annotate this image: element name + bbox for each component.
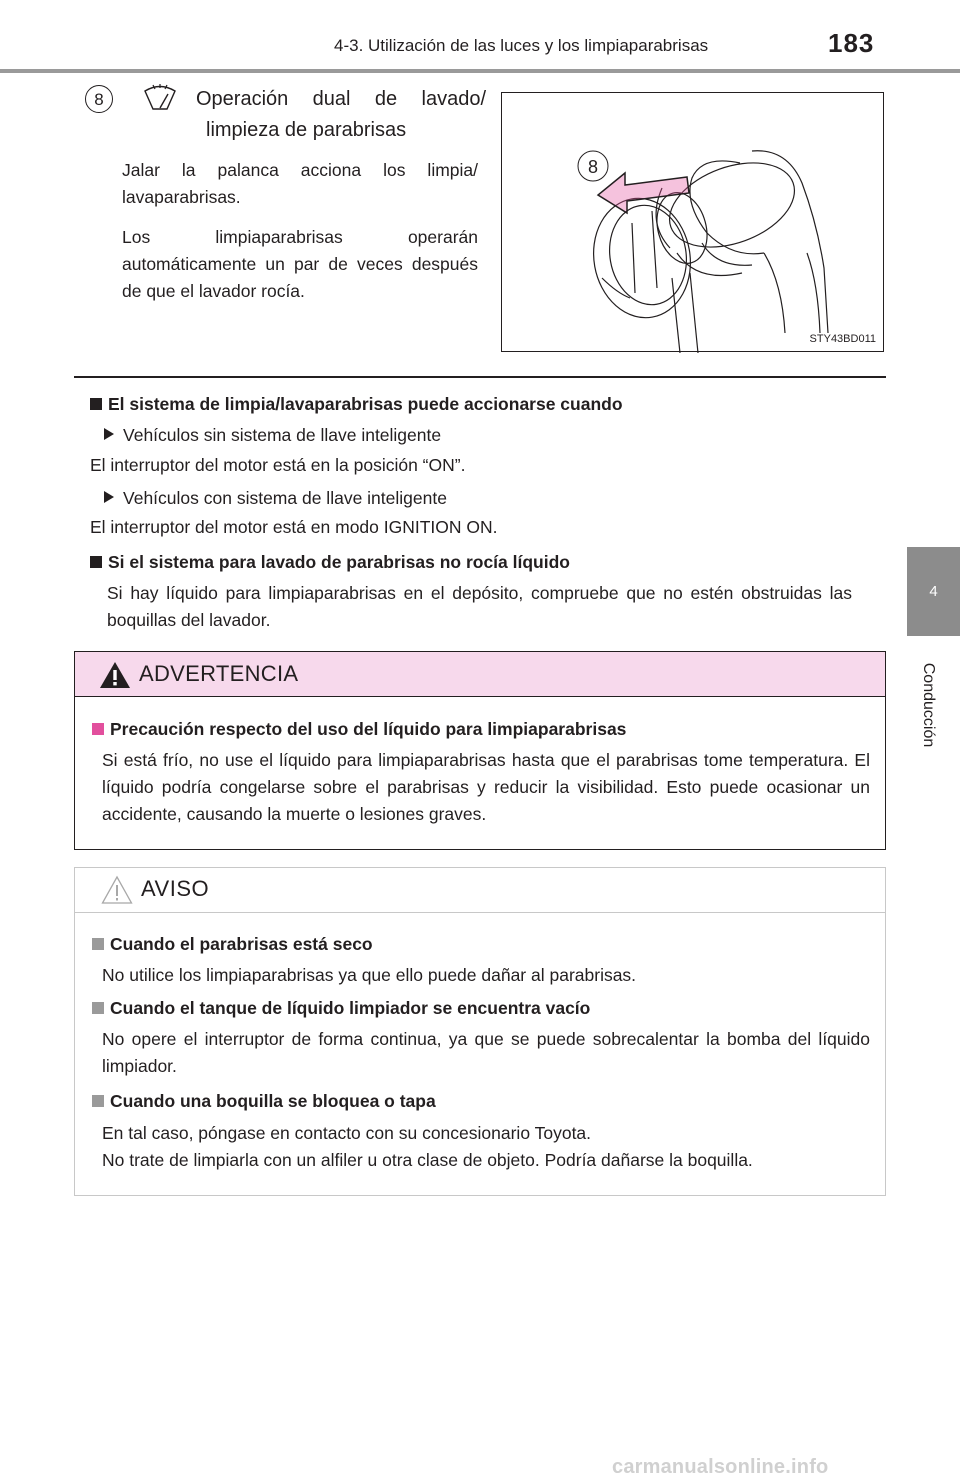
notice-text-1: No utilice los limpiaparabrisas ya que ello puede dañar al parabrisas. [102, 965, 637, 985]
notice-text-3 [102, 1120, 870, 1174]
wiper-lever-illustration [501, 92, 884, 352]
page-number: 183 [828, 28, 875, 58]
notice-text-3a: En tal caso, póngase en contacto con su concesionario Toyota. [102, 1123, 592, 1143]
square-bullet-icon [92, 1002, 104, 1014]
washer-heading: Si el sistema para lavado de parabrisas no rocía líquido [90, 552, 570, 573]
triangle-bullet-icon [104, 491, 114, 503]
notice-heading-1: Cuando el parabrisas está seco [92, 934, 373, 955]
notice-box [74, 867, 886, 1196]
operation-heading: El sistema de limpia/lavaparabrisas puede accionarse cuando [90, 394, 623, 415]
warning-text: Si está frío, no use el líquido para limpiaparabrisas hasta que el parabrisas tome temperatura. El líquido podría congelarse sobre el parabrisas y reducir la visibilidad. Esto puede ocasionar un accidente, causando la muerte o lesiones graves. [102, 750, 870, 824]
lever-drawing [502, 93, 885, 353]
square-bullet-icon [90, 556, 102, 568]
warning-header [75, 652, 885, 697]
condition-text-1: El interruptor del motor está en la posición “ON”. [90, 455, 466, 475]
triangle-bullet-icon [104, 428, 114, 440]
notice-heading-3: Cuando una boquilla se bloquea o tapa [92, 1091, 436, 1112]
feature-title-line1: Operación dual de lavado/ [196, 88, 486, 110]
chapter-label [908, 650, 948, 760]
washer-text: Si hay líquido para limpiaparabrisas en el depósito, compruebe que no estén obstruidas las boquillas del lavador. [107, 583, 852, 630]
warning-triangle-icon [99, 661, 131, 689]
feature-paragraph-2: Los limpiaparabrisas operarán automáticamente un par de veces después de que el lavador rocía. [122, 227, 478, 301]
feature-title-line2: limpieza de parabrisas [206, 119, 407, 141]
item-number-badge [84, 84, 114, 114]
notice-text-2: No opere el interruptor de forma continua, ya que se puede sobrecalentar la bomba del líquido limpiador. [102, 1029, 870, 1076]
chapter-label-text: Conducción [920, 662, 937, 748]
square-bullet-icon [92, 1095, 104, 1107]
notice-text-3b: No trate de limpiarla con un alfiler u otra clase de objeto. Podría dañarse la boquilla. [102, 1150, 753, 1170]
section-divider [74, 376, 886, 378]
condition-bullet-2: Vehículos con sistema de llave inteligente [104, 488, 447, 509]
square-bullet-icon [92, 938, 104, 950]
header-rule [0, 69, 960, 73]
figure-code: STY43BD011 [809, 333, 876, 345]
badge-number: 8 [94, 90, 104, 109]
warning-box [74, 651, 886, 850]
feature-title [196, 84, 486, 146]
notice-title: AVISO [141, 876, 210, 901]
watermark: carmanualsonline.info [612, 1456, 829, 1478]
chapter-tab: 4 [907, 547, 960, 636]
warning-heading: Precaución respecto del uso del líquido para limpiaparabrisas [92, 719, 626, 740]
condition-text-2: El interruptor del motor está en modo IGNITION ON. [90, 517, 498, 537]
square-bullet-icon [92, 723, 104, 735]
windshield-wiper-icon [143, 83, 177, 111]
square-bullet-icon [90, 398, 102, 410]
section-title: 4-3. Utilización de las luces y los limpiaparabrisas [334, 36, 709, 55]
feature-paragraph-1: Jalar la palanca acciona los limpia/ lavaparabrisas. [122, 160, 478, 207]
notice-heading-2: Cuando el tanque de líquido limpiador se encuentra vacío [92, 998, 590, 1019]
condition-bullet-1: Vehículos sin sistema de llave inteligente [104, 425, 441, 446]
notice-header [75, 868, 885, 913]
figure-callout: 8 [587, 157, 599, 177]
warning-title: ADVERTENCIA [139, 661, 299, 686]
caution-triangle-icon [101, 875, 133, 905]
